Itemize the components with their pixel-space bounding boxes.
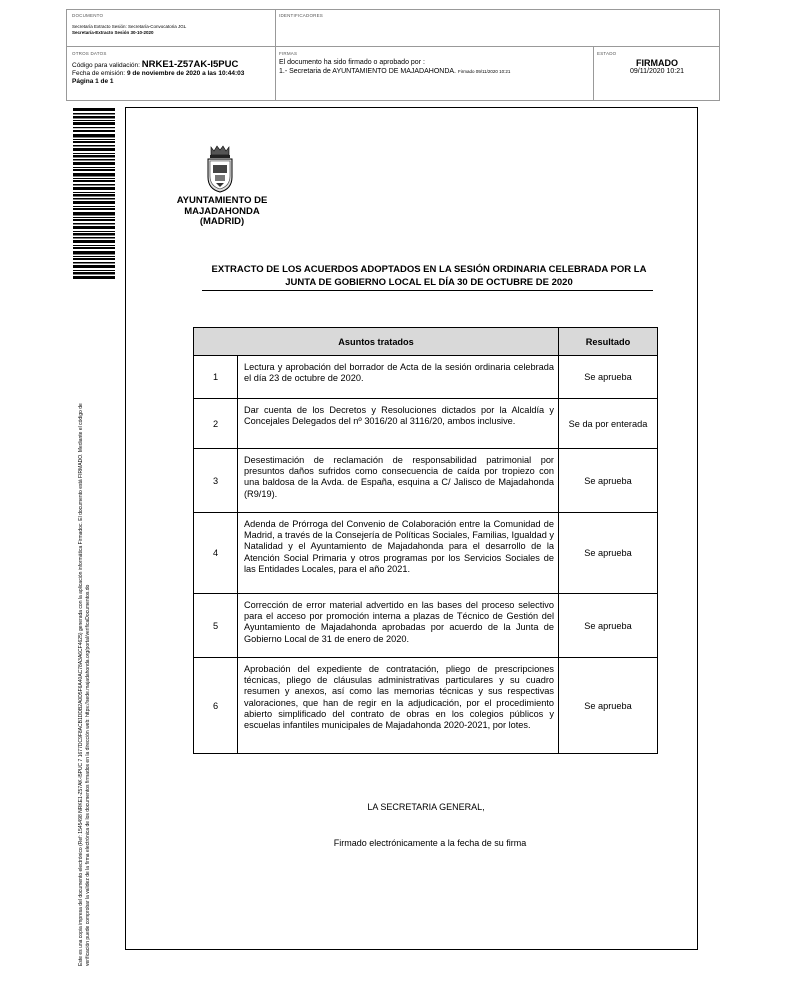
barcode-image xyxy=(71,108,117,280)
firmas-text: El documento ha sido firmado o aprobado por : xyxy=(279,59,425,66)
organization-name: AYUNTAMIENTO DE MAJADAHONDA (MADRID) xyxy=(176,195,268,227)
row-result: Se aprueba xyxy=(559,513,658,594)
row-description: Dar cuenta de los Decretos y Resoluciones dictados por la Alcaldía y Concejales Delegados del nº 3016/20 al 3116/20, ambos inclusive. xyxy=(238,399,559,449)
documento-text-2: Secretaría-Extracto Sesión 30-10-2020 xyxy=(72,30,154,35)
documento-label: DOCUMENTO xyxy=(72,13,104,18)
estado-label: ESTADO xyxy=(597,51,617,56)
estado-value: FIRMADO xyxy=(636,58,678,68)
table-row xyxy=(194,399,658,449)
col-resultado-header: Resultado xyxy=(559,328,658,356)
title-underline xyxy=(202,290,653,291)
estado-date: 09/11/2020 10:21 xyxy=(630,68,684,75)
side-verification-text: Este es una copia impresa del documento electrónico (Ref: 1545498 NRKE1-Z57AK-I5PUC 7 1677DC9F8ACB1DDB2A0D5F6A40AC78A3A6CF4625) generada con la aplicación informática Firmadoc. El documento está FIRMADO. Mediante el código de verificación puede comprobar la validez de la firma electrónica de los documentos firmados en la dirección web: https://sede.majadahonda.org/portal/verificaDocumentos.do xyxy=(78,403,91,966)
signature-note: Firmado electrónicamente a la fecha de su firma xyxy=(333,838,527,848)
table-row xyxy=(194,513,658,594)
table-header-row xyxy=(194,328,658,356)
validation-code-value: NRKE1-Z57AK-I5PUC xyxy=(141,59,239,70)
coat-of-arms-icon xyxy=(205,145,235,193)
document-header xyxy=(66,9,720,101)
row-description: Adenda de Prórroga del Convenio de Colaboración entre la Comunidad de Madrid, a través de la Consejería de Políticas Sociales, Familias, Igualdad y Natalidad y el Ayuntamiento de Majadahonda para el desarrollo de la Atención Social Primaria y otros programas por los Servicios Sociales de las Entidades Locales, para el año 2021. xyxy=(238,513,559,594)
document-title: EXTRACTO DE LOS ACUERDOS ADOPTADOS EN LA SESIÓN ORDINARIA CELEBRADA POR LA JUNTA DE GOBIERNO LOCAL EL DÍA 30 DE OCTUBRE DE 2020 xyxy=(211,264,647,288)
row-description: Aprobación del expediente de contratación, pliego de prescripciones técnicas, pliego de cláusulas administrativas particulares y su cuadro resumen y anexos, así como las memorias técnicas y sus respectivas valoraciones, que han de regir en la adjudicación, por el procedimiento abierto simplificado del contrato de obras en los colegios públicos y escuelas infantiles municipales de Majadahonda 2020-2021, por lotes. xyxy=(238,658,559,754)
table-row xyxy=(194,594,658,658)
table-row xyxy=(194,449,658,513)
row-result: Se aprueba xyxy=(559,658,658,754)
row-result: Se da por enterada xyxy=(559,399,658,449)
validation-code: Código para validación: NRKE1-Z57AK-I5PUC xyxy=(72,59,239,70)
row-description: Corrección de error material advertido en las bases del proceso selectivo para el acceso por promoción interna a plazas de Técnico de Gestión del Ayuntamiento de Majadahonda aprobadas por acuerdo de la Junta de Gobierno Local de 31 de enero de 2020. xyxy=(238,594,559,658)
table-row xyxy=(194,658,658,754)
row-number: 1 xyxy=(194,356,238,399)
row-number: 4 xyxy=(194,513,238,594)
row-number: 5 xyxy=(194,594,238,658)
row-number: 2 xyxy=(194,399,238,449)
row-result: Se aprueba xyxy=(559,594,658,658)
firmas-label: FIRMAS xyxy=(279,51,298,56)
table-row xyxy=(194,356,658,399)
row-number: 6 xyxy=(194,658,238,754)
identificadores-label: IDENTIFICADORES xyxy=(279,13,324,18)
otros-datos-label: OTROS DATOS xyxy=(72,51,107,56)
col-asuntos-header: Asuntos tratados xyxy=(194,328,559,356)
row-result: Se aprueba xyxy=(559,356,658,399)
firmas-signer: 1.- Secretaria de AYUNTAMIENTO DE MAJADAHONDA. Firmado 09/11/2020 10:21 xyxy=(279,68,511,75)
agenda-table xyxy=(193,327,658,754)
documento-text: Secretaría Extracto Sesión: Secretaría-Convocatoria JGL xyxy=(72,24,187,29)
page-count: Página 1 de 1 xyxy=(72,78,114,85)
row-description: Lectura y aprobación del borrador de Acta de la sesión ordinaria celebrada el día 23 de octubre de 2020. xyxy=(238,356,559,399)
emission-date: Fecha de emisión: 9 de noviembre de 2020 a las 10:44:03 xyxy=(72,70,245,77)
row-description: Desestimación de reclamación de responsabilidad patrimonial por presuntos daños sufridos como consecuencia de caída por tropiezo con una baldosa de la Avda. de España, esquina a C/ Jalisco de Majadahonda (R9/19). xyxy=(238,449,559,513)
row-result: Se aprueba xyxy=(559,449,658,513)
secretary-title: LA SECRETARIA GENERAL, xyxy=(367,802,485,812)
row-number: 3 xyxy=(194,449,238,513)
